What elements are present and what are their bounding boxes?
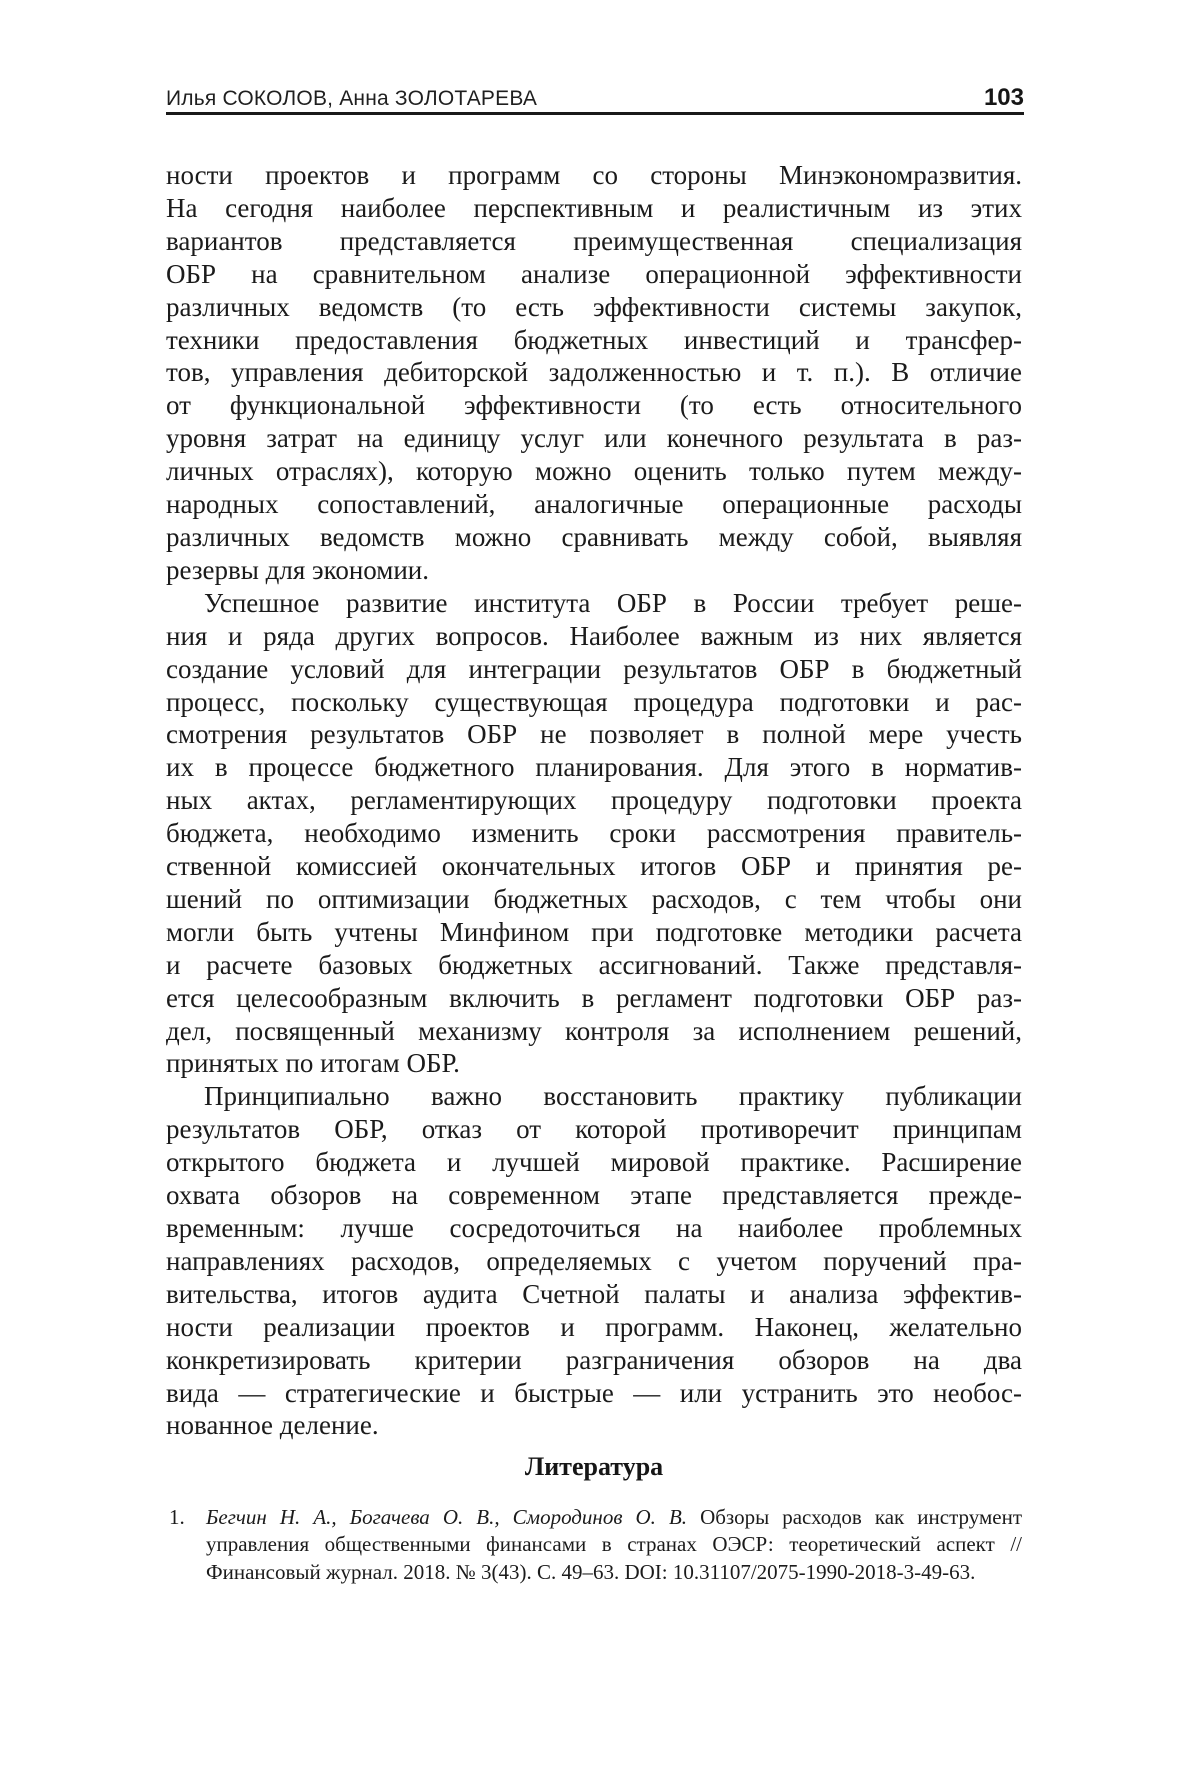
reference-line [206,1559,1022,1586]
text-line: различных ведомств (то есть эффективности системы закупок, [166,291,1022,322]
text-line: резервы для экономии. [166,554,429,585]
text-line: бюджета, необходимо изменить сроки рассмотрения правитель- [166,818,1022,849]
reference-line [206,1531,1022,1558]
reference-number: 1. [169,1505,185,1529]
literature-heading: Литература [524,1452,664,1481]
text-line: ния и ряда других вопросов. Наиболее важным из них является [166,620,1022,651]
text-line: тов, управления дебиторской задолженностью и т. п.). В отличие [166,357,1022,388]
text-line: ности реализации проектов и программ. Наконец, желательно [166,1311,1022,1342]
reference-text: Финансовый журнал. 2018. № 3(43). С. 49–63. DOI: 10.31107/2075-1990-2018-3-49-63. [206,1559,976,1584]
paragraph [166,1080,1022,1442]
text-line: Принципиально важно восстановить практику публикации [204,1081,1022,1112]
text-line: их в процессе бюджетного планирования. Для этого в норматив- [166,752,1022,783]
text-line: принятых по итогам ОБР. [166,1048,460,1079]
text-line: могли быть учтены Минфином при подготовке методики расчета [166,916,1022,947]
reference-authors: Бегчин Н. А., Богачева О. В., Смородинов О. В. [206,1505,688,1529]
text-line: народных сопоставлений, аналогичные операционные расходы [166,489,1022,520]
body-text [166,159,1022,1442]
text-line: уровня затрат на единицу услуг или конечного результата в раз- [166,423,1022,454]
text-line: ных актах, регламентирующих процедуру подготовки проекта [166,785,1022,816]
text-line: создание условий для интеграции результатов ОБР в бюджетный [166,653,1022,684]
text-line: от функциональной эффективности (то есть относительного [166,390,1022,421]
paragraph [166,587,1022,1081]
text-line: вительства, итогов аудита Счетной палаты и анализа эффектив- [166,1278,1022,1309]
text-line: На сегодня наиболее перспективным и реалистичным из этих [166,192,1022,223]
text-line: Успешное развитие института ОБР в России требует реше- [204,587,1022,618]
text-line: направлениях расходов, определяемых с учетом поручений пра- [166,1245,1022,1276]
text-line: охвата обзоров на современном этапе представляется прежде- [166,1180,1022,1211]
reference-text: управления общественными финансами в странах ОЭСР: теоретический аспект // [206,1532,1022,1557]
paragraph [166,159,1022,587]
text-line: ственной комиссией окончательных итогов ОБР и принятия ре- [166,851,1022,882]
text-line: техники предоставления бюджетных инвестиций и трансфер- [166,324,1022,355]
reference-text: Обзоры расходов как инструмент [687,1505,1022,1529]
text-line: временным: лучше сосредоточиться на наиболее проблемных [166,1213,1022,1243]
text-line: результатов ОБР, отказ от которой противоречит принципам [166,1114,1022,1145]
text-line: вида — стратегические и быстрые — или устранить это необос- [166,1377,1022,1408]
text-line: конкретизировать критерии разграничения обзоров на два [166,1344,1022,1375]
text-line: нованное деление. [166,1410,379,1441]
reference-list [166,1504,1022,1586]
text-line: вариантов представляется преимущественная специализация [166,225,1022,256]
text-line: открытого бюджета и лучшей мировой практике. Расширение [166,1147,1022,1178]
text-line: смотрения результатов ОБР не позволяет в полной мере учесть [166,719,1022,750]
text-line: процесс, поскольку существующая процедура подготовки и рас- [166,686,1022,717]
reference-item [166,1504,1022,1586]
text-line: ОБР на сравнительном анализе операционной эффективности [166,258,1022,289]
text-line: различных ведомств можно сравнивать между собой, выявляя [166,521,1022,552]
page-number: 103 [983,84,1024,111]
running-header [166,84,1024,112]
text-line: и расчете базовых бюджетных ассигнований. Также представля- [166,949,1022,980]
text-line: шений по оптимизации бюджетных расходов, с тем чтобы они [166,883,1022,914]
text-line: ется целесообразным включить в регламент подготовки ОБР раз- [166,982,1022,1013]
header-authors: Илья СОКОЛОВ, Анна ЗОЛОТАРЕВА [166,87,538,110]
text-line: дел, посвященный механизму контроля за исполнением решений, [166,1015,1022,1046]
text-line: ности проектов и программ со стороны Минэкономразвития. [166,160,1022,190]
header-rule [166,112,1024,115]
text-line: личных отраслях), которую можно оценить только путем между- [166,456,1022,487]
reference-line [206,1504,1022,1531]
